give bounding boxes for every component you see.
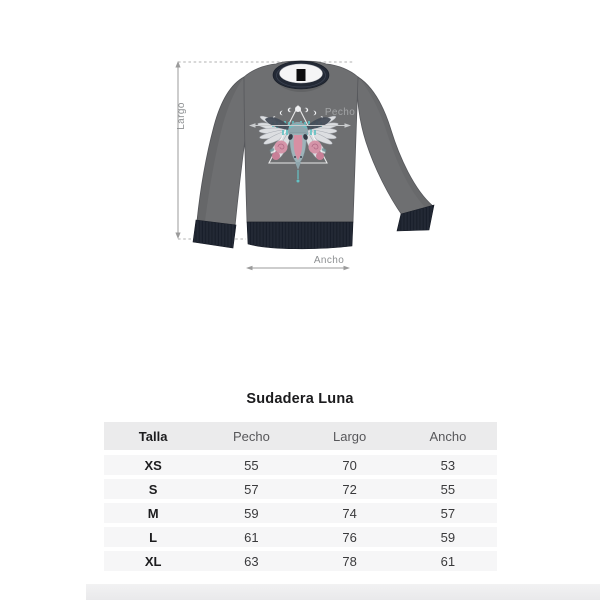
pecho-value: 61 [244,529,259,545]
largo-value: 76 [342,529,357,545]
column-header-ancho: Ancho [429,428,467,444]
table-row-xs [104,455,497,475]
ancho-value: 53 [440,457,456,473]
ancho-value: 55 [440,481,456,497]
largo-value: 78 [342,553,357,569]
table-row-xl [104,551,497,571]
ancho-value: 59 [440,529,456,545]
hem-band [247,222,353,249]
size-label: L [149,529,158,545]
neck-tag [297,69,306,81]
arrow-down-icon [175,233,180,240]
ancho-label: Ancho [313,255,345,266]
sweatshirt-drawing [193,61,434,249]
pecho-value: 55 [244,457,259,473]
size-label: XS [144,457,162,473]
largo-value: 70 [342,457,357,473]
largo-label: Largo [176,102,187,130]
size-table [104,422,497,571]
pecho-label: Pecho [324,107,356,118]
ancho-measure-arrow [246,266,350,271]
pecho-value: 63 [244,553,259,569]
size-table-header-row [104,422,497,450]
size-label: XL [144,553,162,569]
next-section-edge [86,584,600,600]
column-header-largo: Largo [333,428,367,444]
column-header-pecho: Pecho [232,428,270,444]
size-label: M [147,505,159,521]
column-header-talla: Talla [138,428,168,444]
size-label: S [148,481,158,497]
table-row-s [104,479,497,499]
pecho-value: 59 [244,505,259,521]
table-row-l [104,527,497,547]
pecho-value: 57 [244,481,259,497]
largo-value: 72 [342,481,357,497]
largo-value: 74 [342,505,357,521]
ancho-value: 57 [440,505,456,521]
ancho-value: 61 [440,553,456,569]
product-title: Sudadera Luna [246,391,354,407]
left-cuff [193,220,236,248]
arrow-right-icon [344,266,351,271]
table-row-m [104,503,497,523]
arrow-left-icon [246,266,253,271]
largo-measure-line [175,61,180,239]
